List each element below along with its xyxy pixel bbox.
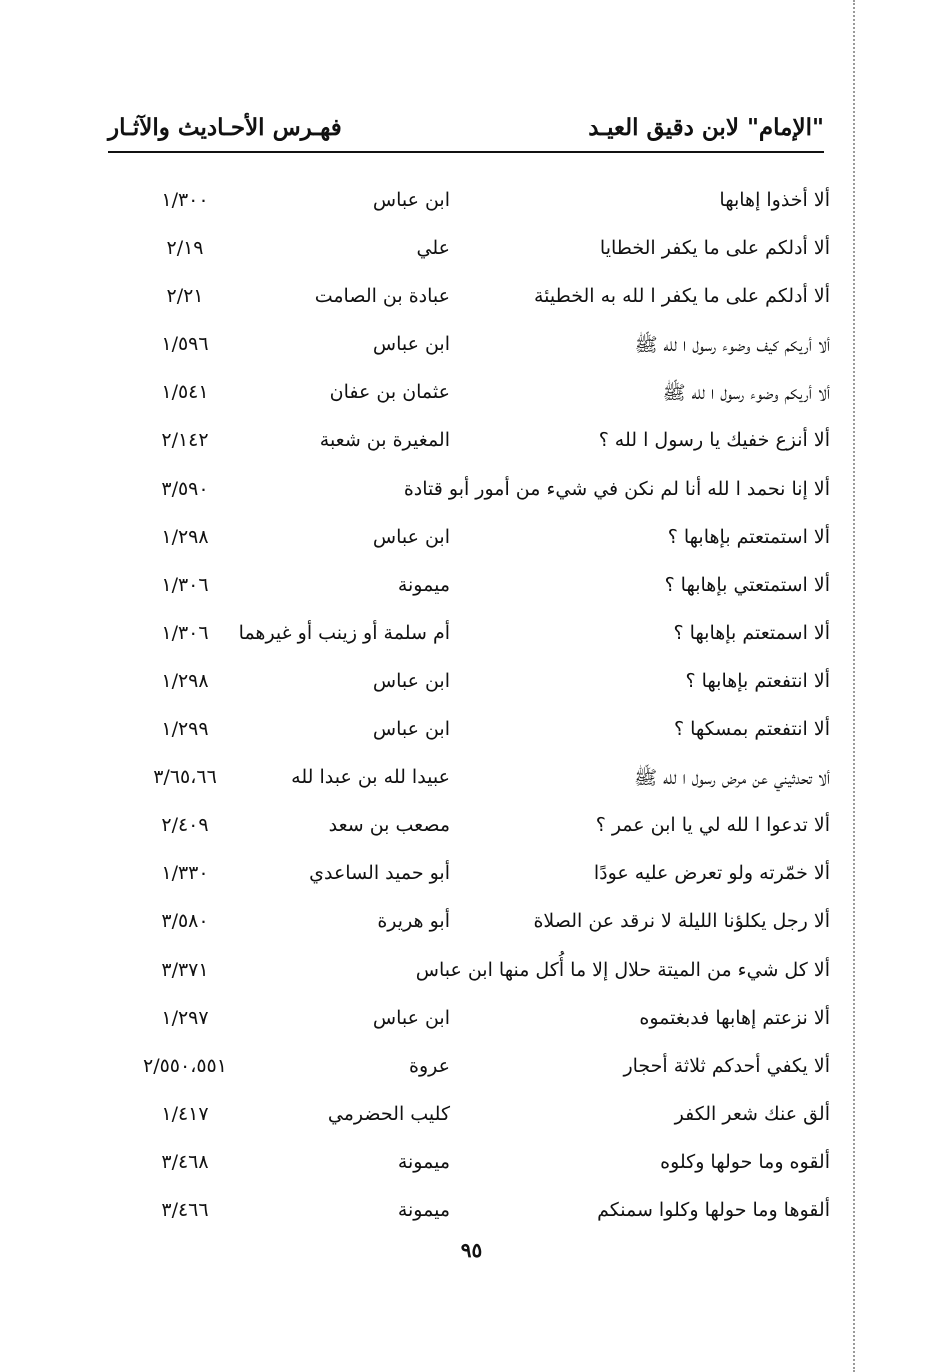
hadith-index-list [130, 181, 830, 1239]
index-entry [130, 325, 830, 373]
hadith-text: ألقوه وما حولها وكلوه [660, 1150, 830, 1173]
volume-page-ref: ١/٢٩٨ [161, 525, 209, 548]
volume-page-ref: ٣/٥٩٠ [161, 477, 209, 500]
narrator: ابن عباس [372, 333, 450, 356]
narrator: ابن عباس [372, 525, 450, 548]
index-entry [130, 1047, 830, 1095]
index-entry [130, 470, 830, 518]
index-entry [130, 1191, 830, 1239]
volume-page-ref: ٢/١٩ [166, 237, 204, 260]
volume-page-ref: ١/٣٠٦ [161, 573, 209, 596]
running-header [108, 108, 824, 156]
header-rule [108, 151, 824, 153]
index-entry [130, 566, 830, 614]
volume-page-ref: ٣/٥٨٠ [161, 910, 209, 933]
hadith-text: ألا أخذوا إهابها [719, 189, 830, 211]
index-entry [130, 421, 830, 469]
volume-page-ref: ١/٢٩٨ [161, 669, 209, 692]
index-entry [130, 758, 830, 806]
volume-page-ref: ١/٥٩٦ [161, 333, 209, 356]
index-entry [130, 854, 830, 902]
page-edge-dotted-line [853, 0, 855, 1372]
index-entry [130, 806, 830, 854]
narrator: عثمان بن عفان [329, 381, 450, 404]
narrator: المغيرة بن شعبة [319, 429, 450, 452]
index-entry [130, 614, 830, 662]
index-entry [130, 1143, 830, 1191]
index-entry [130, 373, 830, 421]
hadith-text: ألا أريكم كيف وضوء رسول ا لله ﷺ [634, 334, 830, 357]
index-title: فهـرس الأحـاديث والآثـار [108, 114, 342, 141]
hadith-text: ألا انتفعتم بإهابها ؟ [685, 669, 830, 692]
hadith-text: ألقوها وما حولها وكلوا سمنكم [597, 1198, 830, 1221]
narrator: ميمونة [397, 1150, 450, 1173]
hadith-text: ألا إنا نحمد ا لله أنا لم نكن في شيء من أمور أبو قتادة [403, 477, 830, 500]
volume-page-ref: ٢/٢١ [166, 285, 204, 308]
index-entry [130, 662, 830, 710]
narrator: عروة [409, 1054, 450, 1077]
index-entry [130, 710, 830, 758]
hadith-text: ألا يكفي أحدكم ثلاثة أحجار [623, 1054, 830, 1077]
volume-page-ref: ٣/٣٧١ [161, 958, 209, 981]
index-entry [130, 181, 830, 229]
volume-page-ref: ٣/٤٦٨ [161, 1150, 209, 1173]
hadith-text: ألا اسمتعتم بإهابها ؟ [673, 621, 830, 644]
page-number: ٩٥ [460, 1238, 483, 1262]
hadith-text: ألا كل شيء من الميتة حلال إلا ما أُكل منها ابن عباس [415, 958, 830, 981]
narrator: ابن عباس [372, 189, 450, 211]
narrator: مصعب بن سعد [328, 814, 450, 837]
narrator: عبادة بن الصامت [314, 285, 450, 308]
narrator: عبيدا لله بن عبدا لله [291, 766, 450, 789]
book-title: "الإمام" لابن دقيق العيـد [588, 114, 824, 141]
narrator: ابن عباس [372, 718, 450, 741]
hadith-text: ألق عنك شعر الكفر [674, 1102, 830, 1125]
index-entry [130, 229, 830, 277]
volume-page-ref: ١/٣٠٠ [161, 189, 209, 211]
hadith-text: ألا تدعوا ا لله لي يا ابن عمر ؟ [595, 814, 830, 837]
hadith-text: ألا خمّرته ولو تعرض عليه عودًا [593, 862, 830, 885]
volume-page-ref: ١/٣٠٦ [161, 621, 209, 644]
volume-page-ref: ٣/٤٦٦ [161, 1198, 209, 1221]
index-entry [130, 277, 830, 325]
index-entry [130, 902, 830, 950]
hadith-text: ألا رجل يكلؤنا الليلة لا نرقد عن الصلاة [533, 910, 830, 933]
narrator: أبو هريرة [377, 910, 450, 933]
volume-page-ref: ١/٤١٧ [161, 1102, 209, 1125]
hadith-text: ألا استمتعتم بإهابها ؟ [667, 525, 830, 548]
narrator: ابن عباس [372, 1006, 450, 1029]
index-entry [130, 518, 830, 566]
hadith-text: ألا استمتعتي بإهابها ؟ [664, 573, 830, 596]
narrator: أبو حميد الساعدي [309, 862, 450, 885]
volume-page-ref: ١/٥٤١ [161, 381, 209, 404]
narrator: كليب الحضرمي [327, 1102, 450, 1125]
narrator: ابن عباس [372, 669, 450, 692]
hadith-text: ألا انتفعتم بمسكها ؟ [673, 718, 830, 741]
volume-page-ref: ٢/٤٠٩ [161, 814, 209, 837]
hadith-text: ألا أنزع خفيك يا رسول ا لله ؟ [598, 429, 830, 452]
hadith-text: ألا نزعتم إهابها فدبغتموه [639, 1006, 830, 1029]
hadith-text: ألا أدلكم على ما يكفر ا لله به الخطيئة [534, 285, 830, 308]
index-entry [130, 951, 830, 999]
volume-page-ref: ١/٣٣٠ [161, 862, 209, 885]
hadith-text: ألا أدلكم على ما يكفر الخطايا [599, 237, 830, 260]
volume-page-ref: ٣/٦٥،٦٦ [153, 766, 217, 789]
hadith-text: ألا تحدثيني عن مرض رسول ا لله ﷺ [634, 767, 830, 790]
volume-page-ref: ٢/٥٥٠،٥٥١ [143, 1054, 227, 1077]
narrator: علي [416, 237, 450, 260]
narrator: ميمونة [397, 1198, 450, 1221]
volume-page-ref: ١/٢٩٩ [161, 718, 209, 741]
hadith-text: ألا أريكم وضوء رسول ا لله ﷺ [662, 382, 830, 405]
volume-page-ref: ١/٢٩٧ [161, 1006, 209, 1029]
narrator: ميمونة [397, 573, 450, 596]
index-entry [130, 1095, 830, 1143]
narrator: أم سلمة أو زينب أو غيرهما [238, 621, 450, 644]
index-entry [130, 999, 830, 1047]
volume-page-ref: ٢/١٤٢ [161, 429, 209, 452]
